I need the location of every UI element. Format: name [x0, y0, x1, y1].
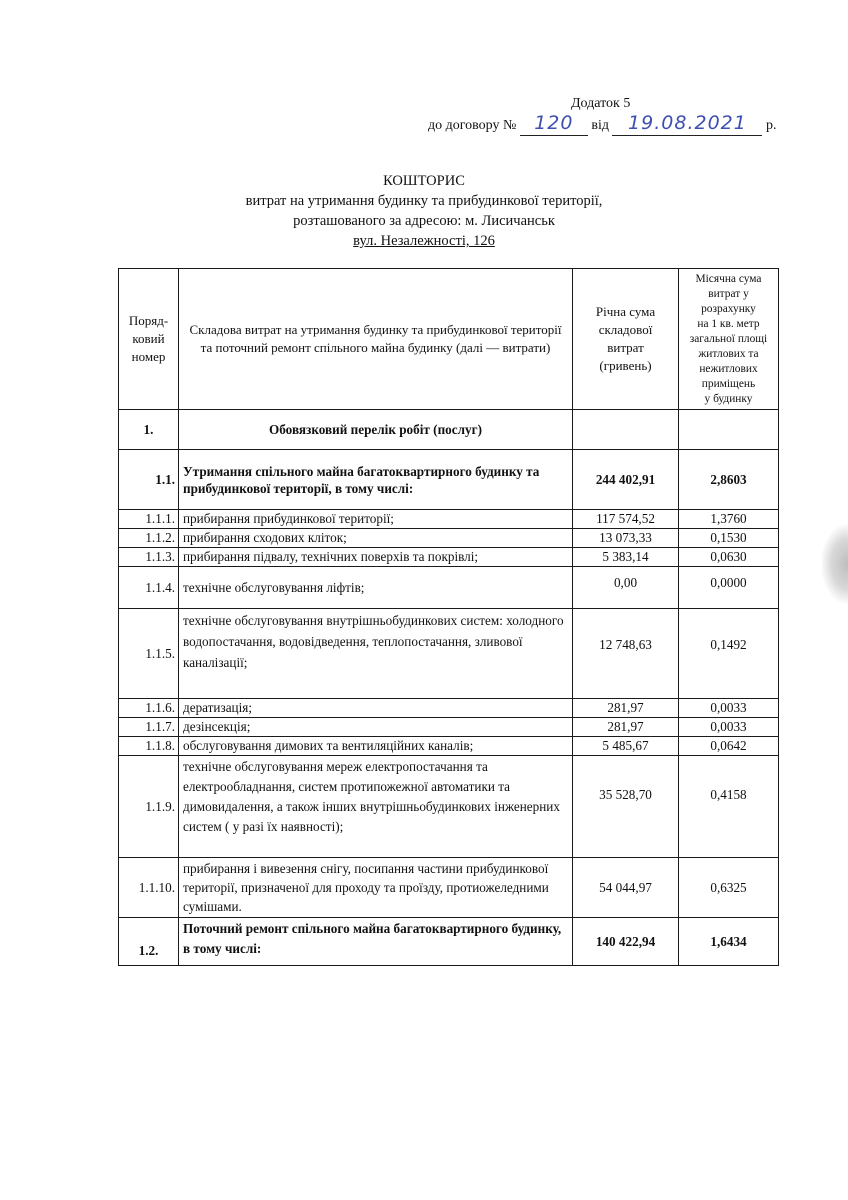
row-name: прибирання підвалу, технічних поверхів та покрівлі;	[179, 548, 573, 567]
table-row	[119, 699, 779, 718]
row-annual: 12 748,63	[573, 609, 679, 699]
cost-estimate-table	[118, 268, 779, 966]
table-row	[119, 567, 779, 609]
appendix-label: Додаток 5	[571, 96, 631, 111]
header-monthly-sum: Місячна сума витрат у розрахунку на 1 кв. метр загальної площі житлових та нежитлових приміщень у будинку	[679, 269, 779, 410]
row-monthly: 2,8603	[679, 450, 779, 510]
row-monthly: 0,0033	[679, 699, 779, 718]
table-row	[119, 609, 779, 699]
contract-line	[428, 114, 776, 136]
table-row	[119, 918, 779, 966]
row-name: прибирання прибудинкової території;	[179, 510, 573, 529]
row-name: обслуговування димових та вентиляційних каналів;	[179, 737, 573, 756]
row-annual: 281,97	[573, 718, 679, 737]
row-annual: 244 402,91	[573, 450, 679, 510]
row-annual: 5 383,14	[573, 548, 679, 567]
row-name: Обовязковий перелік робіт (послуг)	[179, 410, 573, 450]
table-row	[119, 737, 779, 756]
row-monthly: 0,1530	[679, 529, 779, 548]
row-annual: 54 044,97	[573, 858, 679, 918]
row-annual: 0,00	[573, 567, 679, 609]
row-annual: 5 485,67	[573, 737, 679, 756]
row-monthly: 0,4158	[679, 756, 779, 858]
row-name: прибирання і вивезення снігу, посипання частини прибудинкової території, призначеної для проходу та проїзду, протиожеледними сумішами.	[179, 858, 573, 918]
contract-number-handwritten: 120	[534, 112, 574, 134]
contract-number-field	[520, 114, 588, 136]
row-number: 1.1.5.	[119, 609, 179, 699]
row-number: 1.2.	[119, 918, 179, 966]
row-monthly: 1,3760	[679, 510, 779, 529]
row-number: 1.1.4.	[119, 567, 179, 609]
row-monthly: 0,1492	[679, 609, 779, 699]
row-annual: 117 574,52	[573, 510, 679, 529]
contract-prefix: до договору №	[428, 118, 517, 133]
table-header-row	[119, 269, 779, 410]
row-monthly: 0,0642	[679, 737, 779, 756]
row-name: Поточний ремонт спільного майна багатоквартирного будинку, в тому числі:	[179, 918, 573, 966]
row-name: дератизація;	[179, 699, 573, 718]
table-row	[119, 510, 779, 529]
scan-smudge	[822, 525, 848, 603]
document-heading: КОШТОРИС	[383, 173, 465, 189]
row-number: 1.1.10.	[119, 858, 179, 918]
year-suffix: р.	[765, 118, 777, 133]
document-address: вул. Незалежності, 126	[353, 233, 495, 249]
row-number: 1.1.7.	[119, 718, 179, 737]
row-number: 1.	[119, 410, 179, 450]
table-row	[119, 858, 779, 918]
row-name: технічне обслуговування внутрішньобудинкових систем: холодного водопостачання, водовідведення, теплопостачання, зливової каналізації;	[179, 609, 573, 699]
row-monthly: 0,0630	[679, 548, 779, 567]
table-row	[119, 548, 779, 567]
contract-date-handwritten: 19.08.2021	[628, 112, 747, 134]
table-row	[119, 450, 779, 510]
row-annual	[573, 410, 679, 450]
row-monthly: 1,6434	[679, 918, 779, 966]
document-subtitle-1: витрат на утримання будинку та прибудинкової території,	[245, 193, 603, 209]
row-monthly	[679, 410, 779, 450]
row-name: дезінсекція;	[179, 718, 573, 737]
document-subtitle-2: розташованого за адресою: м. Лисичанськ	[293, 213, 555, 229]
row-number: 1.1.8.	[119, 737, 179, 756]
header-cost-component: Складова витрат на утримання будинку та прибудинкової території та поточний ремонт спільного майна будинку (далі — витрати)	[179, 269, 573, 410]
row-number: 1.1.1.	[119, 510, 179, 529]
row-monthly: 0,0033	[679, 718, 779, 737]
row-annual: 13 073,33	[573, 529, 679, 548]
row-number: 1.1.6.	[119, 699, 179, 718]
date-prefix: від	[591, 118, 609, 133]
row-number: 1.1.	[119, 450, 179, 510]
row-number: 1.1.2.	[119, 529, 179, 548]
row-name: технічне обслуговування мереж електропостачання та електрообладнання, систем протипожежної автоматики та димовидалення, а також інших внутрішньобудинкових інженерних систем ( у разі їх наявності);	[179, 756, 573, 858]
row-annual: 281,97	[573, 699, 679, 718]
contract-date-field	[612, 114, 762, 136]
table-row	[119, 410, 779, 450]
row-monthly: 0,6325	[679, 858, 779, 918]
row-name: прибирання сходових кліток;	[179, 529, 573, 548]
row-number: 1.1.9.	[119, 756, 179, 858]
header-annual-sum: Річна сума складової витрат (гривень)	[573, 269, 679, 410]
row-annual: 35 528,70	[573, 756, 679, 858]
table-row	[119, 718, 779, 737]
row-number: 1.1.3.	[119, 548, 179, 567]
row-annual: 140 422,94	[573, 918, 679, 966]
row-name: технічне обслуговування ліфтів;	[179, 567, 573, 609]
header-order-number: Поряд- ковий номер	[119, 269, 179, 410]
table-row	[119, 529, 779, 548]
table-row	[119, 756, 779, 858]
row-monthly: 0,0000	[679, 567, 779, 609]
row-name: Утримання спільного майна багатоквартирного будинку та прибудинкової території, в тому числі:	[179, 450, 573, 510]
